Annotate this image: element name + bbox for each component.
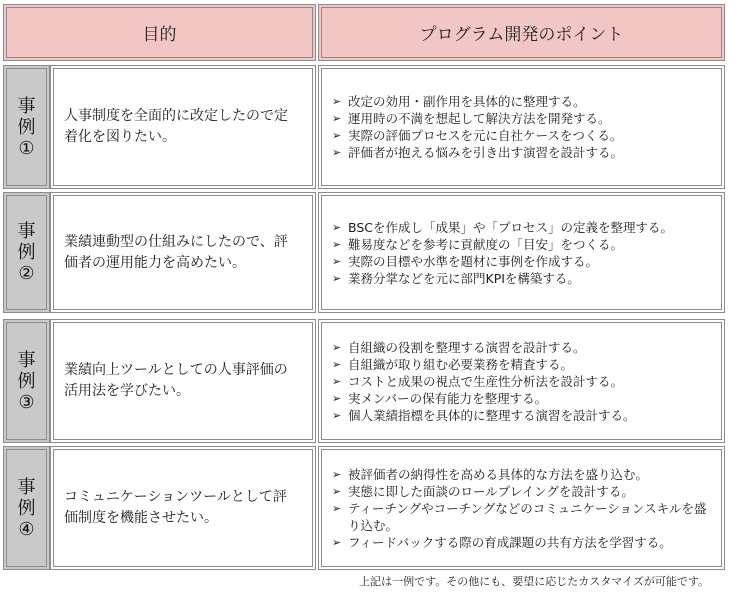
case-1-purpose-cell bbox=[50, 65, 316, 189]
list-item: ➢ 個人業績指標を具体的に整理する演習を設計する。 bbox=[332, 407, 636, 423]
arrow-bullet-icon: ➢ bbox=[332, 237, 342, 251]
case-1-points-list bbox=[332, 93, 623, 161]
list-item: ➢ 改定の効用・副作用を具体的に整理する。 bbox=[332, 94, 586, 109]
list-item: ➢ BSCを作成し「成果」や「プロセス」の定義を整理する。 bbox=[332, 219, 674, 235]
list-item: ➢ ティーチングやコーチングなどのコミュニケーションスキルを盛り込む。 bbox=[332, 500, 707, 533]
case-3-points-list bbox=[332, 339, 636, 424]
arrow-bullet-icon: ➢ bbox=[332, 271, 342, 285]
list-item: ➢ 業務分掌などを元に部門KPIを構築する。 bbox=[332, 270, 580, 286]
arrow-bullet-icon: ➢ bbox=[332, 374, 342, 388]
arrow-bullet-icon: ➢ bbox=[332, 408, 342, 422]
arrow-bullet-icon: ➢ bbox=[332, 391, 342, 405]
arrow-bullet-icon: ➢ bbox=[332, 220, 342, 234]
case-4-label: 事 例 ④ bbox=[17, 476, 36, 540]
case-2-label: 事 例 ② bbox=[17, 221, 36, 284]
list-item: ➢ 実際の目標や水準を題材に事例を作成する。 bbox=[332, 253, 599, 269]
list-item: ➢ 自組織の役割を整理する演習を設計する。 bbox=[332, 339, 586, 355]
header-purpose: 目的 bbox=[142, 25, 177, 45]
arrow-bullet-icon: ➢ bbox=[332, 340, 342, 354]
case-1-points-cell bbox=[318, 65, 725, 189]
header-points: プログラム開発のポイント bbox=[419, 25, 624, 45]
case-3-label-cell bbox=[3, 319, 50, 443]
arrow-bullet-icon: ➢ bbox=[332, 501, 342, 515]
case-3-purpose-cell bbox=[50, 319, 316, 443]
list-item: ➢ 運用時の不満を想起して解決方法を開発する。 bbox=[332, 111, 611, 126]
arrow-bullet-icon: ➢ bbox=[332, 484, 342, 498]
list-item: ➢ 自組織が取り組む必要業務を精査する。 bbox=[332, 356, 574, 372]
arrow-bullet-icon: ➢ bbox=[332, 357, 342, 371]
case-2-purpose-cell bbox=[50, 192, 316, 313]
list-item: ➢ 難易度などを参考に貢献度の「目安」をつくる。 bbox=[332, 236, 624, 252]
case-1-label: 事 例 ① bbox=[17, 95, 36, 159]
list-item: ➢ 評価者が抱える悩みを引き出す演習を設計する。 bbox=[332, 145, 624, 160]
list-item: ➢ 実態に即した面談のロールプレイングを設計する。 bbox=[332, 483, 634, 499]
case-2-points-list bbox=[332, 219, 673, 287]
arrow-bullet-icon: ➢ bbox=[332, 112, 342, 125]
case-4-label-cell bbox=[3, 446, 50, 570]
arrow-bullet-icon: ➢ bbox=[332, 535, 342, 549]
case-4-purpose-cell bbox=[50, 446, 316, 570]
case-3-label: 事 例 ③ bbox=[17, 349, 36, 413]
list-item: ➢ 実メンバーの保有能力を整理する。 bbox=[332, 390, 548, 406]
arrow-bullet-icon: ➢ bbox=[332, 146, 342, 159]
case-4-points-cell bbox=[318, 446, 725, 570]
header-purpose-cell bbox=[3, 4, 316, 61]
footnote: 上記は一例です。その他にも、要望に応じたカスタマイズが可能です。 bbox=[359, 575, 709, 588]
case-4-points-list bbox=[332, 466, 711, 551]
list-item: ➢ 実際の評価プロセスを元に自社ケースをつくる。 bbox=[332, 128, 623, 143]
arrow-bullet-icon: ➢ bbox=[332, 129, 342, 142]
list-item: ➢ 被評価者の納得性を高める具体的な方法を盛り込む。 bbox=[332, 466, 649, 482]
case-4-purpose: コミュニケーションツールとして評価制度を機能させたい。 bbox=[64, 489, 287, 526]
case-3-points-cell bbox=[318, 319, 725, 443]
case-2-label-cell bbox=[3, 192, 50, 313]
arrow-bullet-icon: ➢ bbox=[332, 95, 342, 108]
list-item: ➢ フィードバックする際の育成課題の共有方法を学習する。 bbox=[332, 534, 672, 550]
case-1-label-cell bbox=[3, 65, 50, 189]
case-2-purpose: 業績連動型の仕組みにしたので、評価者の運用能力を高めたい。 bbox=[64, 233, 288, 271]
case-2-points-cell bbox=[318, 192, 725, 313]
arrow-bullet-icon: ➢ bbox=[332, 254, 342, 268]
header-points-cell bbox=[318, 4, 725, 61]
arrow-bullet-icon: ➢ bbox=[332, 467, 342, 481]
program-table bbox=[3, 4, 725, 590]
case-3-purpose: 業績向上ツールとしての人事評価の活用法を学びたい。 bbox=[64, 362, 288, 399]
list-item: ➢ コストと成果の視点で生産性分析法を設計する。 bbox=[332, 373, 624, 389]
case-1-purpose: 人事制度を全面的に改定したので定着化を図りたい。 bbox=[64, 108, 288, 145]
